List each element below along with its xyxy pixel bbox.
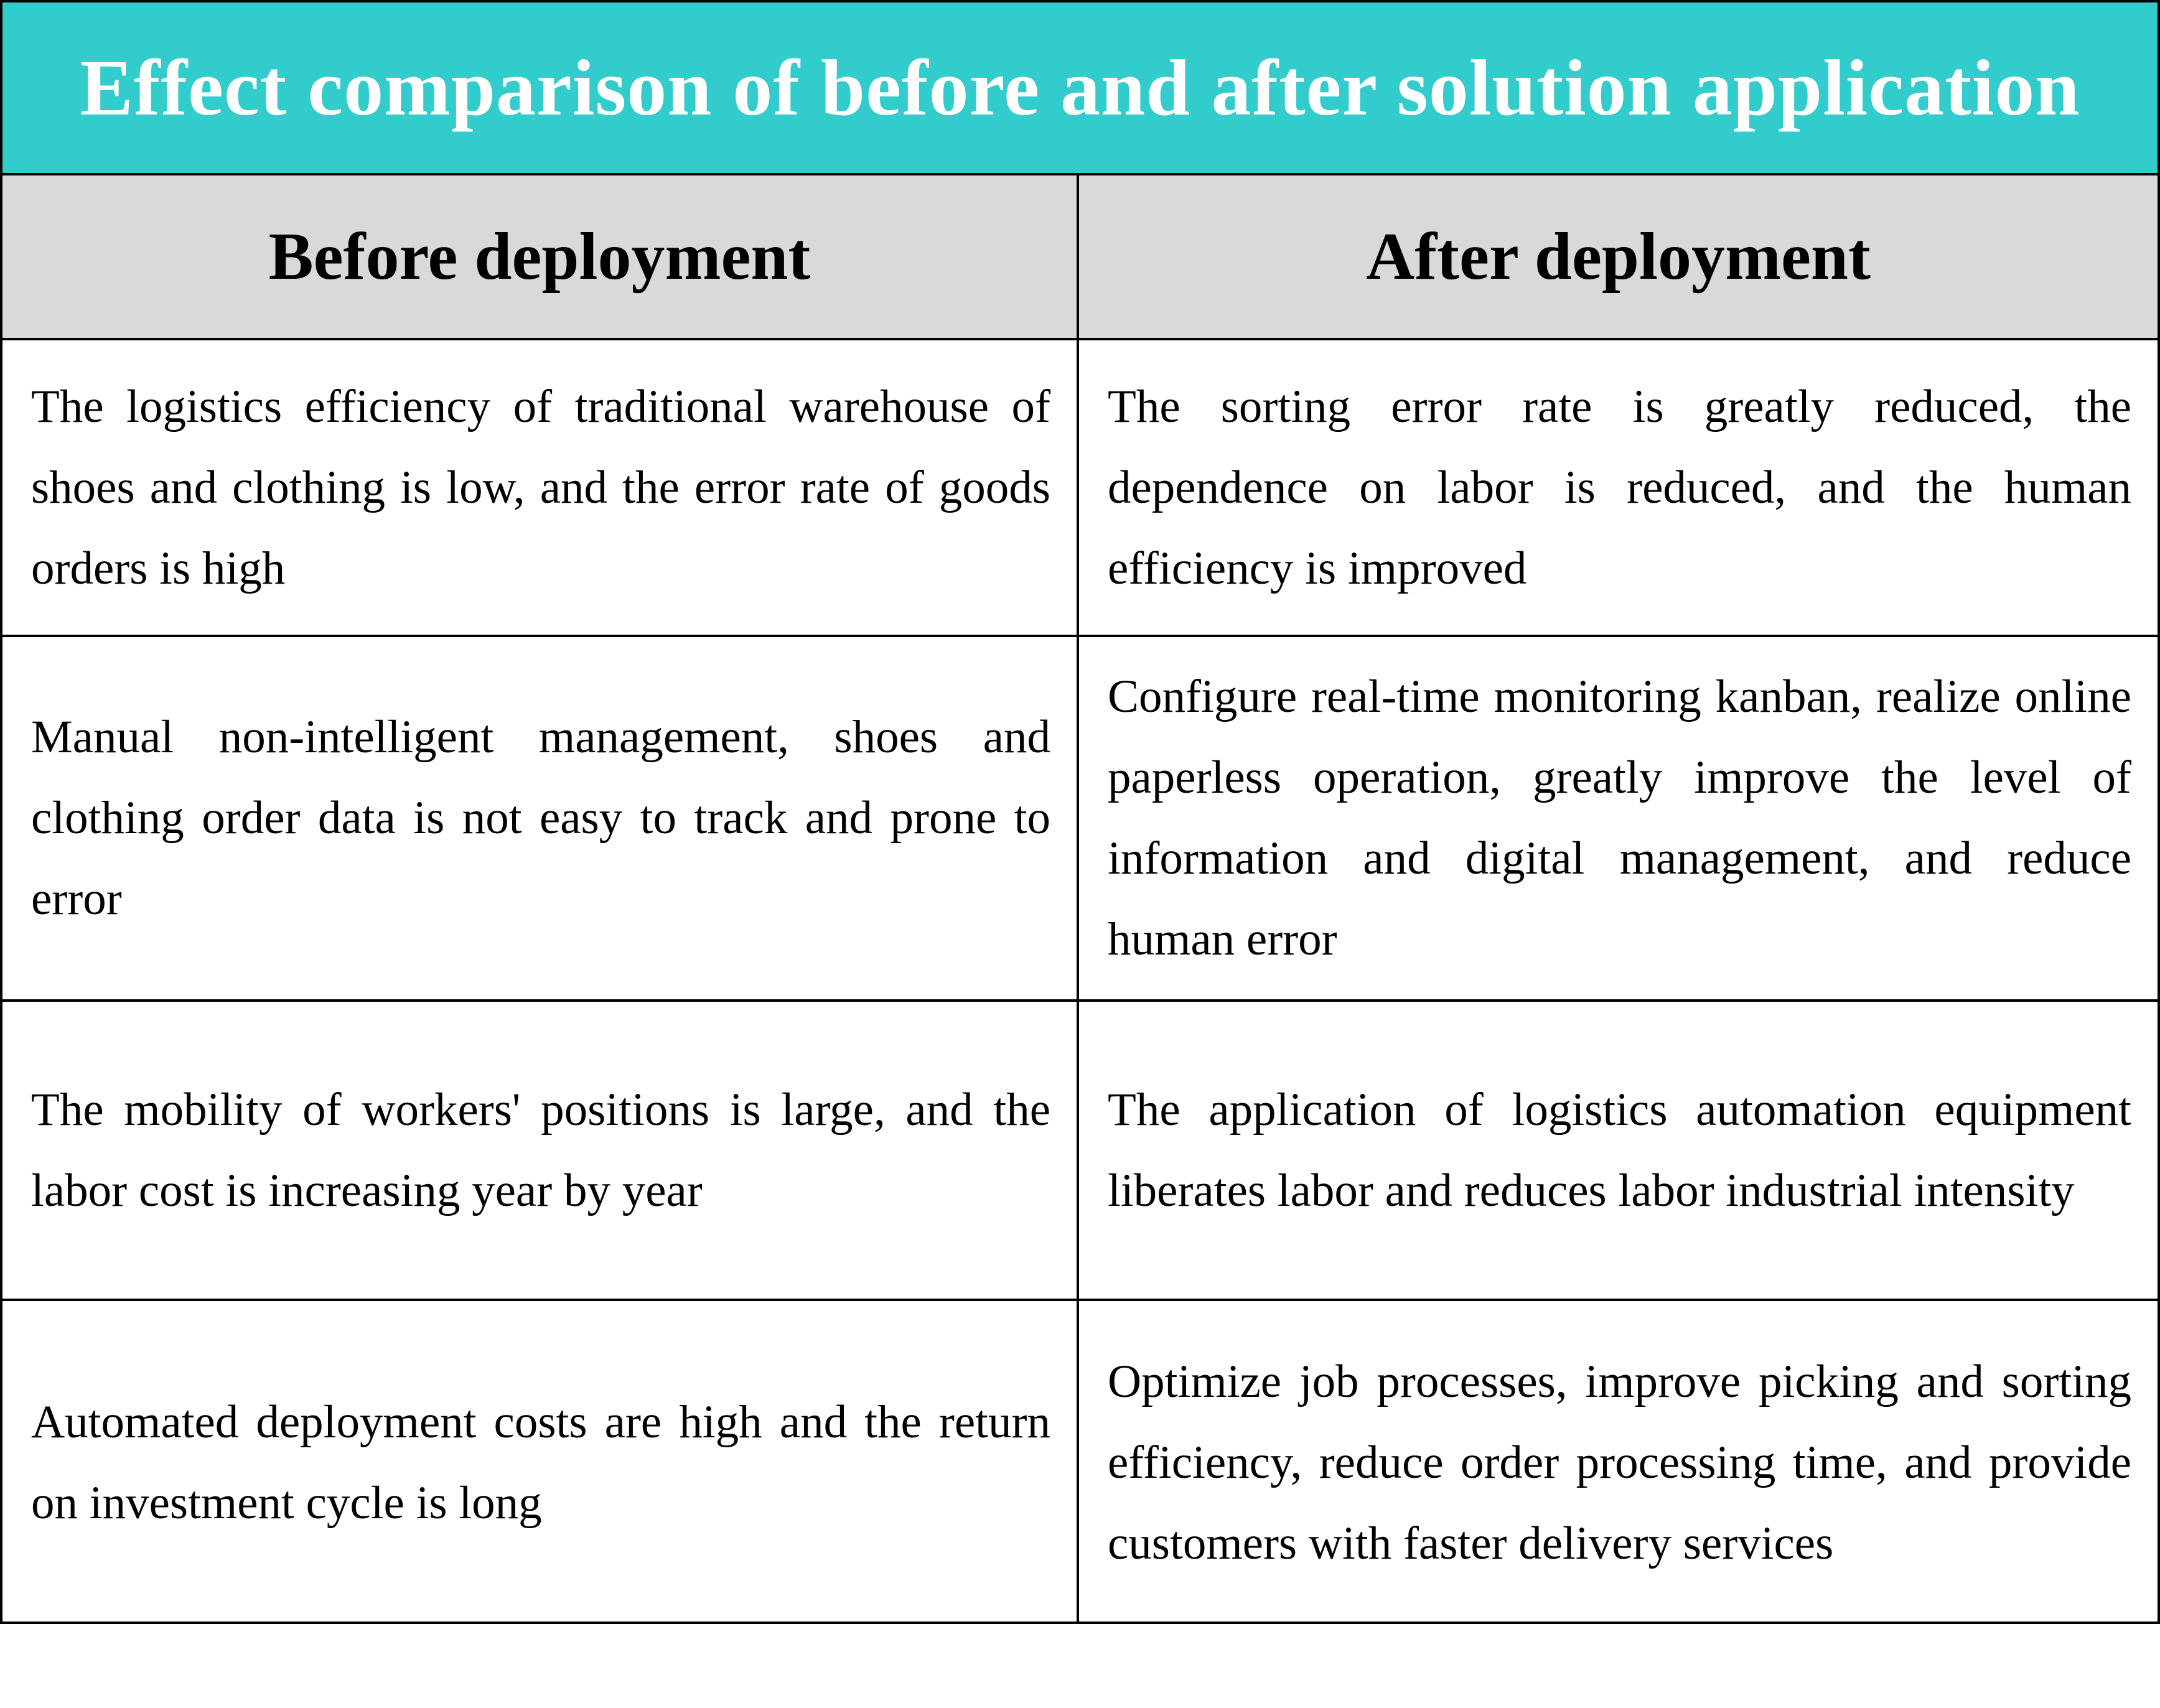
table-row — [2, 1301, 2158, 1624]
header-after: After deployment — [1366, 219, 1871, 294]
table-row — [2, 1002, 2158, 1301]
before-text: The mobility of workers' positions is large, and the labor cost is increasing year by year — [31, 1083, 1050, 1216]
after-cell — [1079, 637, 2158, 999]
table-row — [2, 637, 2158, 1002]
before-text: Manual non-intelligent management, shoes and clothing order data is not easy to track and prone to error — [31, 711, 1050, 925]
after-text: The application of logistics automation equipment liberates labor and reduces labor industrial intensity — [1108, 1083, 2131, 1216]
after-text: The sorting error rate is greatly reduced, the dependence on labor is reduced, and the human efficiency is improved — [1108, 380, 2131, 594]
header-before: Before deployment — [2, 175, 1079, 338]
before-cell — [2, 1002, 1079, 1299]
after-cell — [1079, 340, 2158, 635]
after-text: Optimize job processes, improve picking and sorting efficiency, reduce order processing time, and provide customers with faster delivery services — [1108, 1355, 2131, 1569]
before-text: The logistics efficiency of traditional warehouse of shoes and clothing is low, and the error rate of goods orders is high — [31, 380, 1050, 594]
after-cell — [1079, 1002, 2158, 1299]
before-text: Automated deployment costs are high and the return on investment cycle is long — [31, 1396, 1050, 1529]
after-cell — [1079, 1301, 2158, 1624]
before-cell — [2, 637, 1079, 999]
table-row — [2, 340, 2158, 637]
header-row — [2, 175, 2158, 340]
table-title: Effect comparison of before and after solution application — [2, 2, 2158, 175]
before-cell — [2, 1301, 1079, 1624]
before-cell — [2, 340, 1079, 635]
after-text: Configure real-time monitoring kanban, realize online paperless operation, greatly improve the level of information and digital management, and reduce human error — [1108, 671, 2131, 965]
